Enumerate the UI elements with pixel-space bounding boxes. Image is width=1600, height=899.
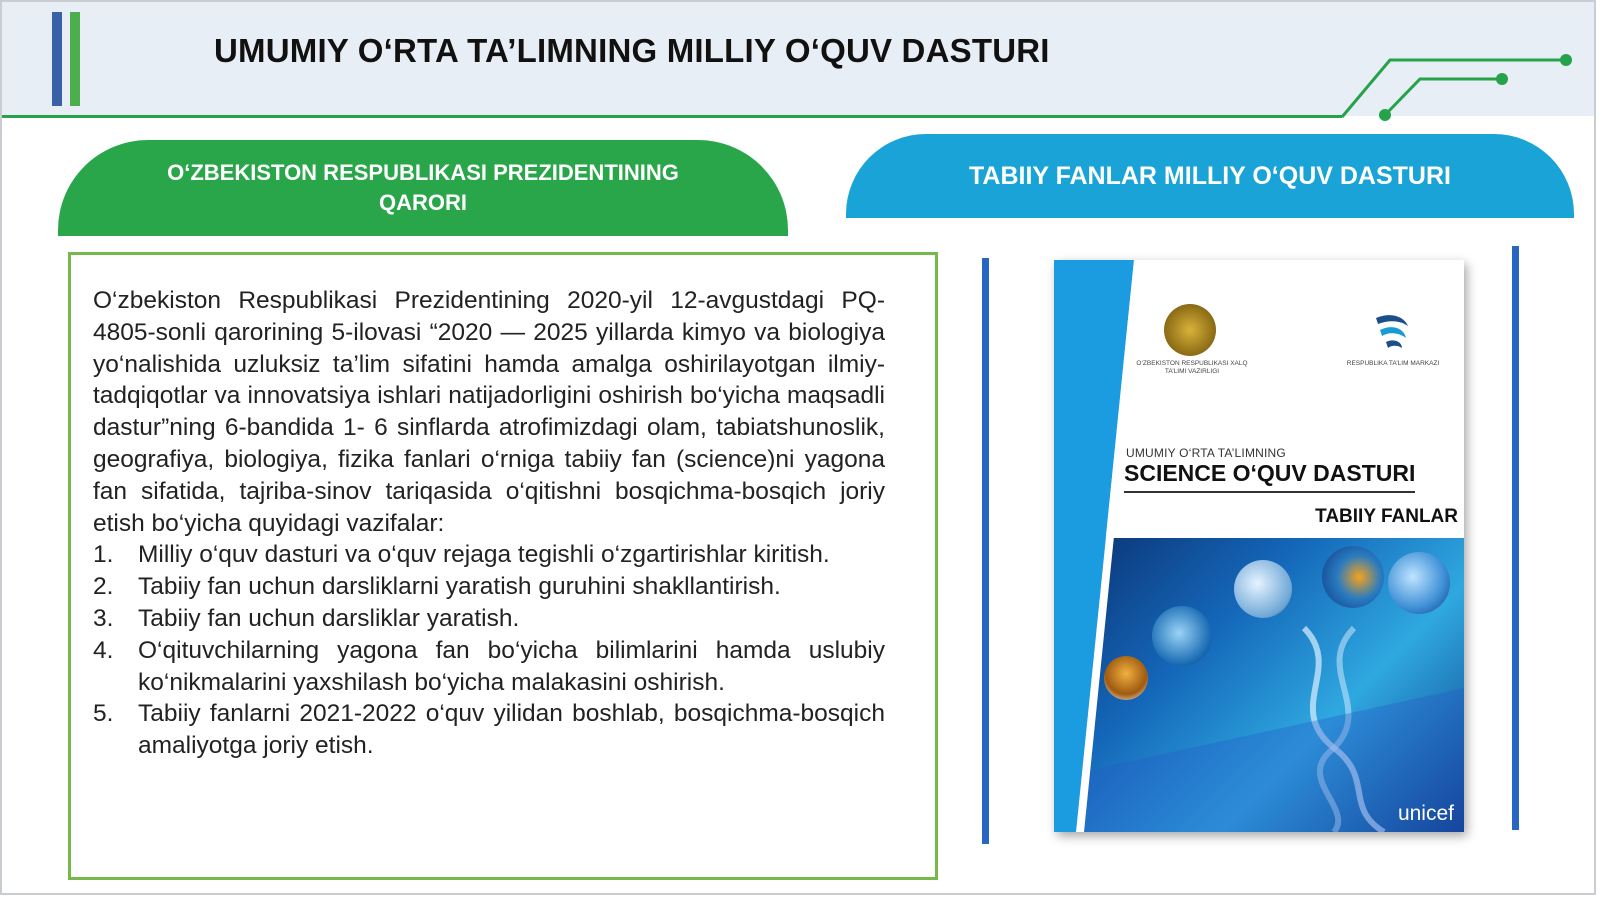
task-text: Milliy o‘quv dasturi va o‘quv rejaga tegishli o‘zgartirishlar kiritish. [138, 541, 830, 569]
circuit-decoration [1330, 40, 1580, 130]
task-number: 1. [93, 541, 114, 569]
cover-subtitle: UMUMIY O‘RTA TA’LIMNING [1126, 446, 1286, 460]
page-title: UMUMIY O‘RTA TA’LIMNING MILLIY O‘QUV DASTURI [214, 32, 1050, 69]
curriculum-heading [846, 134, 1574, 218]
task-item [93, 571, 885, 603]
header-accent-bar-blue [52, 12, 62, 106]
task-item [93, 603, 885, 635]
task-number: 4. [93, 636, 114, 664]
task-text: Tabiiy fanlarni 2021-2022 o‘quv yilidan boshlab, bosqichma-bosqich amaliyotga joriy etish. [138, 700, 885, 760]
task-number: 2. [93, 573, 114, 601]
cover-title: SCIENCE O‘QUV DASTURI [1124, 460, 1415, 493]
header-accent-bar-green [70, 12, 80, 106]
education-center-label: RESPUBLIKA TA’LIM MARKAZI [1346, 360, 1440, 367]
decree-text-box [68, 252, 938, 880]
decree-heading-label: O‘ZBEKISTON RESPUBLIKASI PREZIDENTINING QARORI [167, 160, 679, 215]
task-text: O‘qituvchilarning yagona fan bo‘yicha bilimlarini hamda uslubiy ko‘nikmalarini yaxshilash bo‘yicha malakasini oshirish. [138, 636, 885, 696]
education-center-logo-icon [1370, 308, 1414, 354]
curriculum-book-cover [1054, 260, 1464, 832]
task-text: Tabiiy fan uchun darsliklar yaratish. [138, 604, 520, 632]
curriculum-heading-label: TABIIY FANLAR MILLIY O‘QUV DASTURI [969, 161, 1451, 190]
decree-intro: O‘zbekiston Respublikasi Prezidentining 2020-yil 12-avgustdagi PQ-4805-sonli qarorining 5-ilovasi “2020 — 2025 yillarda kimyo va biologiya yo‘nalishida uzluksiz ta’lim sifatini hamda amalga oshirilayotgan ilmiy-tadqiqotlar va innovatsiya ishlari natijadorligini oshirish bo‘yicha maqsadli dastur”ning 6-bandida 1- 6 sinflarda atrofimizdagi olam, tabiatshunoslik, geografiya, biologiya, fizika fanlari o‘rniga tabiiy fan (science)ni yagona fan sifatida, tajriba-sinov tariqasida o‘qitishni bosqichma-bosqich joriy etish bo‘yicha quyidagi vazifalar: [93, 287, 885, 537]
decree-body [93, 285, 885, 762]
header-underline [2, 115, 1342, 118]
task-number: 5. [93, 700, 114, 728]
task-item [93, 539, 885, 571]
unicef-logo: unicef [1397, 802, 1454, 825]
cover-ribbon: TABIIY FANLAR [1315, 506, 1458, 527]
divider-line-left [982, 258, 989, 844]
divider-line-right [1512, 246, 1519, 830]
task-item [93, 635, 885, 699]
state-emblem-icon [1164, 304, 1216, 356]
ministry-label: O‘ZBEKISTON RESPUBLIKASI XALQ TA’LIMI VAZIRLIGI [1136, 360, 1248, 375]
decree-heading [58, 140, 788, 236]
task-item [93, 698, 885, 762]
task-list [93, 539, 885, 762]
task-text: Tabiiy fan uchun darsliklarni yaratish guruhini shakllantirish. [138, 573, 781, 601]
task-number: 3. [93, 604, 114, 632]
